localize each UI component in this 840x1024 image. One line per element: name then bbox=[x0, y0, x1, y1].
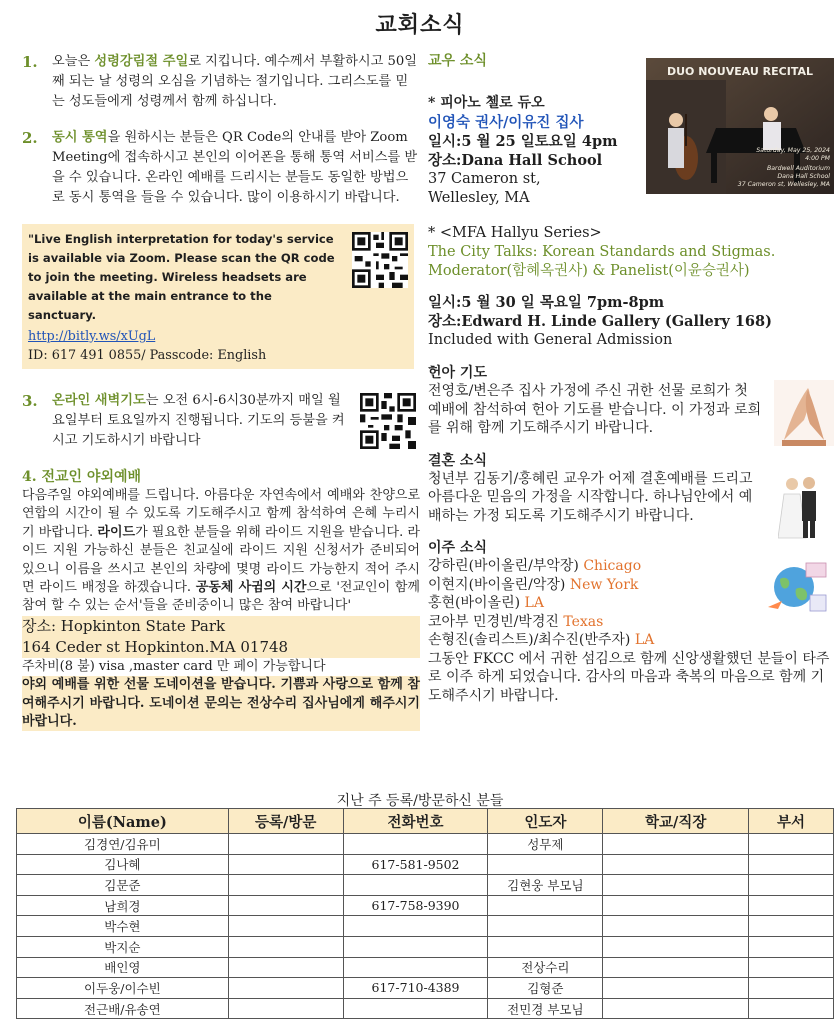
item-number: 1. bbox=[22, 53, 38, 71]
table-cell bbox=[603, 895, 749, 916]
table-cell: 617-758-9390 bbox=[343, 895, 488, 916]
poster-line: 4:00 PM bbox=[805, 155, 830, 162]
table-cell bbox=[343, 936, 488, 957]
table-cell bbox=[749, 936, 834, 957]
zoom-id-line: ID: 617 491 0855/ Passcode: English bbox=[28, 348, 267, 363]
table-cell bbox=[228, 875, 343, 896]
table-cell bbox=[488, 895, 603, 916]
section-body: 전영호/변은주 집사 가정에 주신 귀한 선물 로희가 첫 예배에 참석하여 헌아 기도를 받습니다. 이 가정과 로희를 위해 함께 기도해주시기 바랍니다. bbox=[428, 383, 762, 436]
person-name: 코아부 민경빈/박경진 bbox=[428, 613, 564, 630]
table-cell: 김경연/김유미 bbox=[17, 834, 229, 855]
recital-place: 장소:Dana Hall School bbox=[428, 152, 603, 169]
person-name: 손형진(솔리스트)/최수진(반주자) bbox=[428, 632, 635, 648]
item-number: 3. bbox=[22, 392, 38, 410]
highlight-text: 온라인 새벽기도 bbox=[52, 393, 146, 408]
poster-title: DUO NOUVEAU RECITAL bbox=[666, 65, 814, 78]
zoom-link[interactable]: http://bitly.ws/xUgL bbox=[28, 329, 156, 344]
table-cell bbox=[603, 998, 749, 1019]
poster-line: Bardwell Auditorium bbox=[766, 165, 830, 172]
table-cell: 박지순 bbox=[17, 936, 229, 957]
mfa-title: * <MFA Hallyu Series> bbox=[428, 225, 602, 241]
table-cell bbox=[343, 998, 488, 1019]
table-cell bbox=[228, 957, 343, 978]
item-text bbox=[52, 128, 420, 208]
poster-line: 37 Cameron st, Wellesley, MA bbox=[737, 181, 830, 188]
right-column bbox=[428, 52, 834, 705]
table-row bbox=[17, 998, 834, 1019]
section-title: 이주 소식 bbox=[428, 540, 487, 556]
left-column bbox=[22, 52, 420, 731]
item-text bbox=[52, 52, 420, 112]
section-body: 청년부 김동기/홍혜린 교우가 어제 결혼예배를 드리고 아름다운 믿음의 가정을 시작합니다. 하나님안에서 예배하는 가정 되도록 기도해주시기 바랍니다. bbox=[428, 470, 753, 524]
zoom-interpretation-box bbox=[22, 224, 414, 369]
city-label: Chicago bbox=[583, 558, 642, 574]
table-cell bbox=[343, 957, 488, 978]
table-cell: 성무제 bbox=[488, 834, 603, 855]
table-cell bbox=[488, 916, 603, 937]
qr-code-icon[interactable] bbox=[360, 393, 416, 449]
table-cell bbox=[603, 834, 749, 855]
table-cell: 전상수리 bbox=[488, 957, 603, 978]
qr-code-icon[interactable] bbox=[352, 232, 408, 288]
poster-line: Dana Hall School bbox=[777, 173, 830, 180]
notice-item-2 bbox=[22, 128, 420, 208]
item-number: 2. bbox=[22, 129, 38, 147]
table-cell bbox=[228, 998, 343, 1019]
table-cell bbox=[603, 957, 749, 978]
person-name: 강하린(바이올린/부악장) bbox=[428, 558, 584, 574]
table-cell: 배인영 bbox=[17, 957, 229, 978]
city-label: LA bbox=[524, 595, 544, 611]
mfa-note: Included with General Admission bbox=[428, 332, 673, 348]
text: 다음주일 야외예배를 드립니다. 아름다운 자연속에서 예배와 찬양으로 연합의 시간이 될 수 있도록 기도해주시고 함께 참석하여 은혜 누리시기 바랍니다. bbox=[22, 488, 420, 540]
recital-address: Wellesley, MA bbox=[428, 190, 530, 206]
table-cell: 김형준 bbox=[488, 978, 603, 999]
section-title: 헌아 기도 bbox=[428, 365, 487, 381]
table-cell: 617-581-9502 bbox=[343, 854, 488, 875]
table-cell bbox=[603, 936, 749, 957]
table-cell bbox=[228, 834, 343, 855]
table-cell bbox=[603, 916, 749, 937]
table-cell: 남희경 bbox=[17, 895, 229, 916]
column-header: 부서 bbox=[749, 809, 834, 834]
table-cell: 전근배/유송연 bbox=[17, 998, 229, 1019]
outdoor-service-body bbox=[22, 487, 420, 616]
table-body bbox=[17, 834, 834, 1019]
table-cell: 김나혜 bbox=[17, 854, 229, 875]
table-cell: 전민경 부모님 bbox=[488, 998, 603, 1019]
globe-travel-icon bbox=[766, 557, 830, 615]
table-cell bbox=[749, 875, 834, 896]
table-cell: 김문준 bbox=[17, 875, 229, 896]
table-row bbox=[17, 895, 834, 916]
table-cell bbox=[343, 875, 488, 896]
mfa-date: 일시:5 월 30 일 목요일 7pm-8pm bbox=[428, 294, 665, 311]
table-row bbox=[17, 916, 834, 937]
praying-hands-icon bbox=[774, 380, 834, 446]
infant-prayer-section bbox=[428, 364, 834, 438]
place-line: 장소: Hopkinton State Park bbox=[22, 616, 420, 637]
text: 을 원하시는 분들은 QR Code의 안내를 받아 Zoom Meeting에 접속하시고 본인의 이어폰을 통해 통역 서비스를 받을 수 있습니다. 온라인 예배를 드리시는 분들도 동일한 방법으로 동시 통역을 들을 수 있습니다. 많이 이용하시기 바랍니다. bbox=[52, 130, 418, 205]
table-cell bbox=[228, 916, 343, 937]
column-header: 전화번호 bbox=[343, 809, 488, 834]
section-body: 그동안 FKCC 에서 귀한 섬김으로 함께 신앙생활했던 분들이 타주로 이주 하게 되었습니다. 감사의 마음과 축복의 마음으로 함께 기도해주시기 바랍니다. bbox=[428, 650, 830, 704]
person-name: 이현지(바이올린/악장) bbox=[428, 576, 570, 593]
recital-date: 일시:5 월 25 일토요일 4pm bbox=[428, 133, 618, 150]
recital-section bbox=[428, 94, 648, 208]
table-cell bbox=[228, 895, 343, 916]
notice-item-1 bbox=[22, 52, 420, 112]
table-cell bbox=[749, 854, 834, 875]
address-line: 164 Ceder st Hopkinton.MA 01748 bbox=[22, 637, 420, 658]
recital-poster-image bbox=[646, 58, 834, 194]
recital-title: * 피아노 첼로 듀오 bbox=[428, 95, 545, 111]
table-cell: 617-710-4389 bbox=[343, 978, 488, 999]
city-label: LA bbox=[634, 632, 655, 648]
wedding-section bbox=[428, 452, 834, 526]
table-cell bbox=[749, 834, 834, 855]
table-row bbox=[17, 978, 834, 999]
column-header: 이름(Name) bbox=[17, 809, 229, 834]
table-row bbox=[17, 875, 834, 896]
section-title: 결혼 소식 bbox=[428, 452, 487, 469]
table-cell: 이두웅/이수빈 bbox=[17, 978, 229, 999]
column-header: 등록/방문 bbox=[228, 809, 343, 834]
item-text bbox=[52, 391, 348, 451]
moving-section bbox=[428, 539, 834, 705]
table-cell bbox=[749, 957, 834, 978]
table-cell bbox=[228, 854, 343, 875]
city-label: New York bbox=[569, 576, 639, 593]
zoom-english-note: "Live English interpretation for today's service is available via Zoom. Please scan the QR code to join the meeting. Wireless headsets are available at the main entrance to the sanctuary. bbox=[28, 232, 335, 322]
table-cell bbox=[749, 998, 834, 1019]
table-row bbox=[17, 936, 834, 957]
moving-person bbox=[428, 631, 834, 650]
ride-label: 라이드 bbox=[97, 524, 136, 540]
moving-person bbox=[428, 613, 834, 632]
table-row bbox=[17, 854, 834, 875]
poster-line: Saturday, May 25, 2024 bbox=[756, 147, 830, 154]
person-name: 홍현(바이올린) bbox=[428, 595, 525, 611]
text: 로 지킵니다. 예수께서 부활하시고 50일째 되는 날 성령의 오심을 기념하는 절기입니다. 그리스도를 믿는 성도들에게 성령께서 함께 하십니다. bbox=[52, 54, 418, 109]
column-header: 학교/직장 bbox=[603, 809, 749, 834]
table-cell bbox=[749, 895, 834, 916]
highlight-text: 성령강림절 주일 bbox=[94, 54, 189, 69]
table-header-row bbox=[17, 809, 834, 834]
text: 가 필요한 분들을 위해 라이드 지원을 받습니다. 라이드 지원 가능하신 분들은 친교실에 라이드 지원 신청서가 준비되어 있으니 이름을 쓰시고 본인의 차량에 몇명 라이드 가능한지 적어 주시면 라이드 배정을 하겠습니다. bbox=[22, 524, 420, 596]
mfa-subtitle: The City Talks: Korean Standards and Stigmas. bbox=[428, 244, 776, 260]
city-label: Texas bbox=[563, 613, 604, 630]
table-cell: 박수현 bbox=[17, 916, 229, 937]
visitors-table bbox=[16, 808, 834, 1019]
table-cell bbox=[603, 854, 749, 875]
table-caption: 지난 주 등록/방문하신 분들 bbox=[336, 793, 504, 809]
table-cell bbox=[228, 978, 343, 999]
table-cell bbox=[488, 854, 603, 875]
table-cell bbox=[749, 916, 834, 937]
mfa-place: 장소:Edward H. Linde Gallery (Gallery 168) bbox=[428, 313, 772, 330]
table-cell bbox=[603, 875, 749, 896]
text: 으로 '전교인이 함께 참여 할 수 있는 순서'들을 준비중이니 많은 참여 바랍니다' bbox=[22, 580, 420, 614]
table-cell bbox=[228, 936, 343, 957]
recital-address: 37 Cameron st, bbox=[428, 171, 541, 187]
column-header: 인도자 bbox=[488, 809, 603, 834]
page-title: 교회소식 bbox=[375, 12, 465, 38]
table-cell: 김현웅 부모님 bbox=[488, 875, 603, 896]
community-label: 공동체 사귐의 시간 bbox=[195, 580, 307, 596]
table-row bbox=[17, 834, 834, 855]
table-cell bbox=[488, 936, 603, 957]
mfa-section bbox=[428, 224, 834, 350]
donation-note: 야외 예배를 위한 선물 도네이션을 받습니다. 기쁨과 사랑으로 함께 참여해주시기 바랍니다. 도네이션 문의는 전상수리 집사님에게 해주시기 바랍니다. bbox=[22, 676, 420, 731]
highlight-text: 동시 통역 bbox=[52, 130, 108, 145]
notice-item-3 bbox=[22, 391, 420, 451]
table-cell bbox=[343, 916, 488, 937]
outdoor-service-section bbox=[22, 467, 420, 731]
text: 오늘은 bbox=[52, 54, 95, 69]
table-cell bbox=[603, 978, 749, 999]
table-cell bbox=[343, 834, 488, 855]
section-heading: 교우 소식 bbox=[428, 53, 487, 69]
parking-note: 주차비(8 불) visa ,master card 만 페이 가능합니다 bbox=[22, 658, 326, 674]
text: 는 오전 6시-6시30분까지 매일 월요일부터 토요일까지 진행됩니다. 기도의 등불을 켜시고 기도하시기 바랍니다 bbox=[52, 393, 345, 448]
mfa-subtitle: Moderator(함혜옥권사) & Panelist(이윤승권사) bbox=[428, 263, 750, 279]
recital-performers: 이영숙 권사/이유진 집사 bbox=[428, 114, 584, 131]
section-heading: 4. 전교인 야외예배 bbox=[22, 469, 142, 485]
table-row bbox=[17, 957, 834, 978]
wedding-couple-icon bbox=[778, 472, 822, 542]
table-cell bbox=[749, 978, 834, 999]
